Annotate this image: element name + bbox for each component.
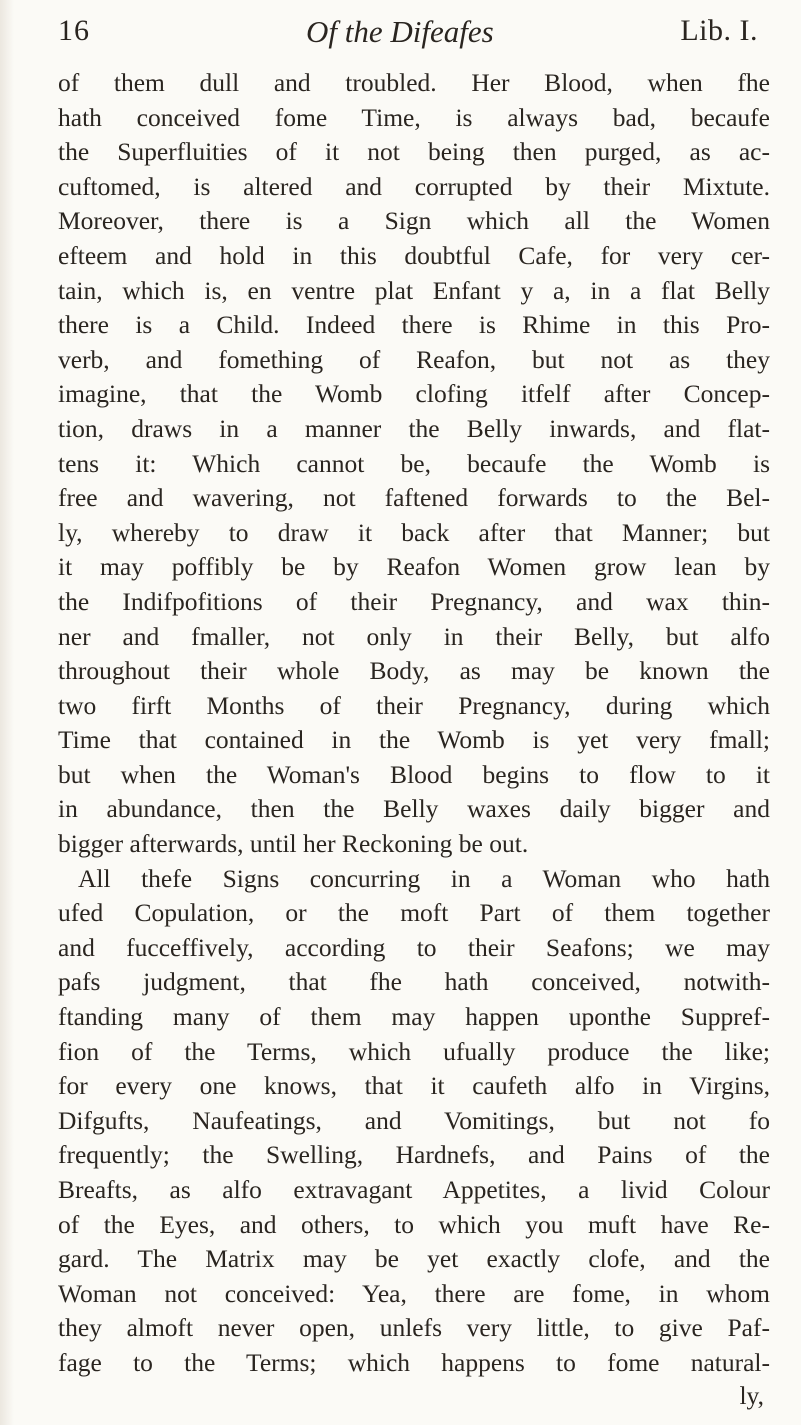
text-line: in abundance, then the Belly waxes daily bigger and: [58, 794, 770, 824]
text-line: efteem and hold in this doubtful Cafe, for very cer-: [58, 240, 770, 270]
text-line: two firft Months of their Pregnancy, during which: [58, 690, 770, 720]
text-line: ly, whereby to draw it back after that Manner; but: [58, 517, 770, 547]
text-line: All thefe Signs concurring in a Woman who hath: [78, 863, 770, 893]
text-line: tens it: Which cannot be, becaufe the Womb is: [58, 448, 770, 478]
book-reference: Lib. I.: [680, 14, 758, 47]
text-line: but when the Woman's Blood begins to flow to it: [58, 759, 770, 789]
text-line: fage to the Terms; which happens to fome natural-: [58, 1347, 770, 1377]
text-line: ftanding many of them may happen uponthe Suppref-: [58, 1002, 770, 1032]
text-line: Difgufts, Naufeatings, and Vomitings, but not fo: [58, 1105, 770, 1135]
text-line: Time that contained in the Womb is yet very fmall;: [58, 725, 770, 755]
text-line: the Superfluities of it not being then purged, as ac-: [58, 137, 770, 167]
text-line: and fucceffively, according to their Seafons; we may: [58, 932, 770, 962]
text-line: for every one knows, that it caufeth alfo in Virgins,: [58, 1071, 770, 1101]
page-number: 16: [58, 14, 90, 47]
text-line: Breafts, as alfo extravagant Appetites, a livid Colour: [58, 1175, 770, 1204]
running-head: [58, 14, 758, 62]
text-line: they almoft never open, unlefs very little, to give Paf-: [58, 1313, 770, 1343]
text-line: gard. The Matrix may be yet exactly clofe, and the: [58, 1244, 770, 1274]
page-gutter-shadow: [0, 0, 14, 1425]
text-line: hath conceived fome Time, is always bad, becaufe: [58, 102, 770, 132]
text-line: verb, and fomething of Reafon, but not as they: [58, 344, 770, 374]
text-line: the Indifpofitions of their Pregnancy, and wax thin-: [58, 586, 770, 616]
text-line: Woman not conceived: Yea, there are fome, in whom: [58, 1278, 770, 1308]
text-line: ufed Copulation, or the moft Part of them together: [58, 898, 770, 928]
text-line: of them dull and troubled. Her Blood, when fhe: [58, 68, 770, 97]
text-line: cuftomed, is altered and corrupted by their Mixtute.: [58, 171, 770, 201]
text-line: tain, which is, en ventre plat Enfant y a, in a flat Belly: [58, 275, 770, 305]
catchword: ly,: [739, 1380, 764, 1410]
text-line: Moreover, there is a Sign which all the Women: [58, 206, 770, 236]
text-line: tion, draws in a manner the Belly inwards, and flat-: [58, 413, 770, 443]
text-line: throughout their whole Body, as may be known the: [58, 656, 770, 686]
text-line: fion of the Terms, which ufually produce the like;: [58, 1036, 770, 1066]
text-line: free and wavering, not faftened forwards to the Bel-: [58, 483, 770, 513]
text-line: it may poffibly be by Reafon Women grow lean by: [58, 552, 770, 582]
text-line: frequently; the Swelling, Hardnefs, and Pains of the: [58, 1140, 770, 1170]
text-line: bigger afterwards, until her Reckoning be out.: [58, 829, 529, 859]
text-line: pafs judgment, that fhe hath conceived, notwith-: [58, 967, 770, 997]
body-text: [58, 66, 770, 1411]
running-title: Of the Difeafes: [306, 14, 494, 49]
text-line: there is a Child. Indeed there is Rhime in this Pro-: [58, 310, 770, 340]
text-line: ner and fmaller, not only in their Belly, but alfo: [58, 621, 770, 651]
text-line: of the Eyes, and others, to which you muft have Re-: [58, 1209, 770, 1239]
text-line: imagine, that the Womb clofing itfelf after Concep-: [58, 379, 770, 409]
